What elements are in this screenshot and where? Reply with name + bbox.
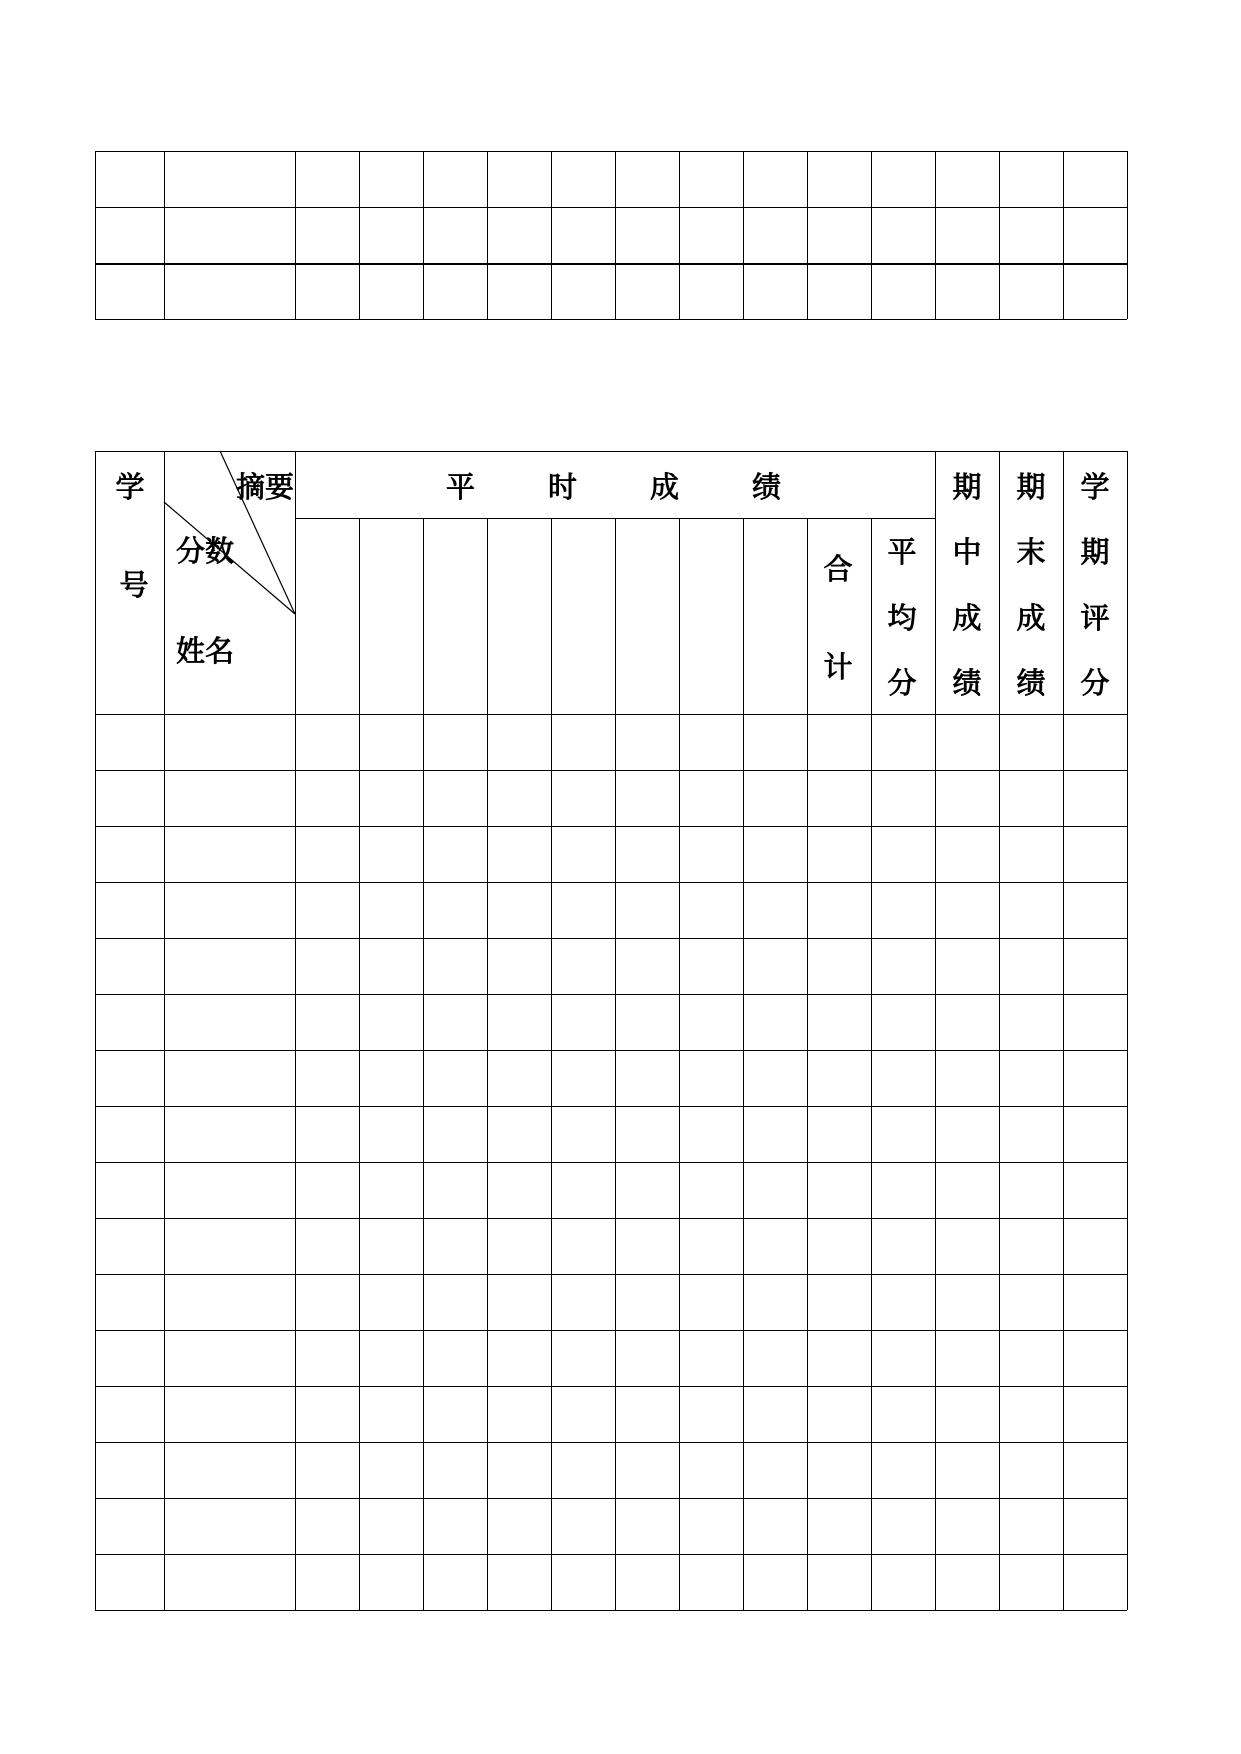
grade-table-row-line	[95, 1274, 1127, 1275]
header-student-no-char-2: 号	[119, 568, 149, 602]
header-final-char-3: 成	[1016, 601, 1046, 635]
header-final-char-2: 末	[1016, 535, 1046, 569]
grade-table-row-line	[95, 938, 1127, 939]
header-score-label: 分数	[176, 534, 235, 568]
header-semester-grade-char-2: 期	[1080, 535, 1110, 569]
header-midterm-char-2: 中	[952, 535, 982, 569]
header-semester-grade-char-3: 评	[1080, 601, 1110, 635]
grade-table-row-line	[95, 882, 1127, 883]
header-midterm-char-3: 成	[952, 601, 982, 635]
grade-table-row-line	[95, 1106, 1127, 1107]
header-student-no-char-1: 学	[115, 470, 145, 504]
grade-table-row-line	[95, 1498, 1127, 1499]
header-total-char-2: 计	[823, 650, 853, 684]
grade-table-row-line	[95, 770, 1127, 771]
regular-scores-title-char-4: 绩	[752, 470, 782, 504]
header-midterm-char-1: 期	[952, 470, 982, 504]
header-final-char-1: 期	[1016, 470, 1046, 504]
grade-table-row-line	[95, 1050, 1127, 1051]
header-name-label: 姓名	[176, 634, 235, 668]
grade-table-border-bottom	[95, 1610, 1127, 1611]
grade-table-row-line	[95, 826, 1127, 827]
grade-table-row-line	[95, 1386, 1127, 1387]
grade-table-row-line	[95, 1218, 1127, 1219]
grade-table-row-line	[95, 994, 1127, 995]
regular-scores-title-char-3: 成	[650, 470, 680, 504]
header-average-char-1: 平	[887, 535, 917, 569]
grade-table-row-line	[95, 1162, 1127, 1163]
header-final-char-4: 绩	[1016, 666, 1046, 700]
header-midterm-char-4: 绩	[952, 666, 982, 700]
regular-scores-title-char-1: 平	[446, 470, 476, 504]
header-total-char-1: 合	[823, 552, 853, 586]
header-summary-label: 摘要	[236, 470, 295, 504]
header-semester-grade-char-1: 学	[1080, 470, 1110, 504]
grade-table-row-line	[95, 1442, 1127, 1443]
header-semester-grade-char-4: 分	[1080, 666, 1110, 700]
grade-table-row-line	[95, 1554, 1127, 1555]
header-average-char-3: 分	[887, 666, 917, 700]
grade-table-row-line	[95, 1330, 1127, 1331]
header-average-char-2: 均	[887, 601, 917, 635]
regular-scores-title-char-2: 时	[548, 470, 578, 504]
